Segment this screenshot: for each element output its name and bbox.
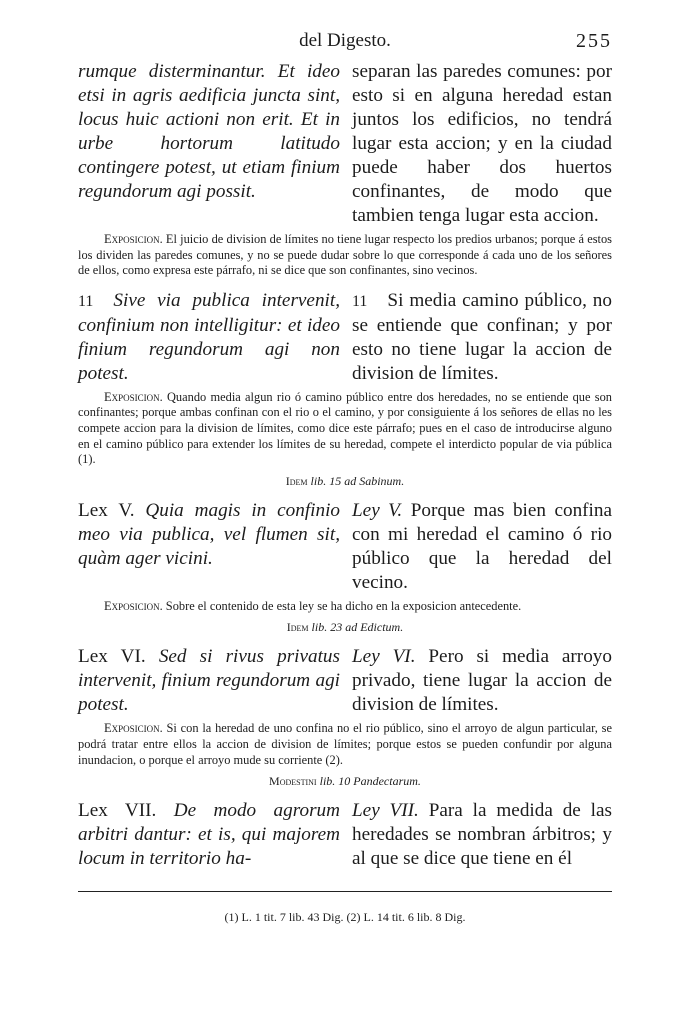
law-heading: Lex VI. — [78, 646, 146, 668]
exposition-label: Exposicion. — [104, 598, 163, 613]
book-page — [78, 30, 612, 925]
exposition-text: El juicio de division de límites no tiene lugar respecto los predios urbanos; porque á estos los dividen las paredes comunes, y no se puede dudar sobre lo que corresponde á cada uno de los señores de ellos, como expresa este párrafo, ni se dice que son confinantes, sino vecinos. — [78, 232, 613, 278]
law-heading: Ley V. — [352, 499, 403, 521]
spanish-text: Ley V. Porque mas bien confina con mi heredad el camino ó rio público que la heredad del vecino. — [352, 499, 612, 593]
spanish-text: Ley VII. Para la medida de las heredades se nombran árbitros; y al que se dice que tiene en él — [352, 800, 612, 870]
running-header — [78, 30, 612, 60]
latin-text: 11 Sive via publica intervenit, confinium non intelligitur: et ideo finium regundorum agi non potest. — [78, 289, 340, 384]
page-number: 255 — [576, 30, 612, 52]
law-heading: Ley VI. — [352, 646, 416, 668]
parallel-text-5 — [78, 799, 612, 871]
exposition-1 — [78, 232, 612, 279]
parallel-text-3 — [78, 499, 612, 595]
paragraph-number: 11 — [78, 292, 94, 310]
exposition-label: Exposicion. — [104, 721, 163, 736]
exposition-label: Exposicion. — [104, 389, 163, 404]
latin-text: rumque disterminantur. Et ideo etsi in agris aedificia juncta sint, locus huic actioni non erit. Et in urbe hortorum latitudo contingere potest, ut etiam finium regundorum agi possit. — [78, 61, 340, 202]
source-citation: Idem lib. 15 ad Sabinum. — [285, 473, 405, 488]
footnotes: (1) L. 1 tit. 7 lib. 43 Dig. (2) L. 14 tit. 6 lib. 8 Dig. — [224, 910, 466, 925]
source-citation: Modestini lib. 10 Pandectarum. — [269, 774, 421, 789]
law-heading: Ley VII. — [352, 800, 419, 822]
law-heading: Lex VII. — [78, 800, 157, 822]
latin-text: Lex VII. De modo agrorum arbitri dantur: et is, qui majorem locum in territorio ha- — [78, 800, 341, 870]
spanish-text: Ley VI. Pero si media arroyo privado, tiene lugar la accion de division de límites. — [352, 646, 612, 716]
law-heading: Lex V. — [78, 499, 135, 521]
exposition-2 — [78, 390, 612, 468]
spanish-text: 11 Si media camino público, no se entiende que confinan; y por esto no tiene lugar la accion de division de límites. — [352, 289, 612, 384]
running-title: del Digesto. — [299, 30, 391, 51]
exposition-3 — [78, 599, 612, 615]
source-citation: Idem lib. 23 ad Edictum. — [286, 620, 404, 635]
exposition-text: Si con la heredad de uno confina no el rio público, sino el arroyo de algun particular, se podrá tratar entre ellos la accion de division de límites; porque estos se pueden confundir por alguna inundacion, o porque el arroyo mude su corriente (2). — [78, 721, 612, 767]
parallel-text-1 — [78, 60, 612, 228]
paragraph-number: 11 — [352, 292, 368, 310]
exposition-text: Sobre el contenido de esta ley se ha dicho en la exposicion antecedente. — [165, 598, 522, 613]
latin-text: Lex V. Quia magis in confinio meo via publica, vel flumen sit, quàm ager vicini. — [78, 499, 340, 569]
footnote-divider — [78, 891, 612, 892]
exposition-4 — [78, 721, 612, 768]
parallel-text-4 — [78, 645, 612, 717]
spanish-text: separan las paredes comunes: por esto si en alguna heredad estan juntos los edificios, no tendrá lugar esta accion; y en la ciudad puede haber dos huertos confinantes, de modo que tambien tenga lugar esta accion. — [352, 61, 612, 226]
exposition-label: Exposicion. — [104, 232, 163, 246]
parallel-text-2 — [78, 289, 612, 386]
exposition-text: Quando media algun rio ó camino público entre dos heredades, no se entiende que son confinantes; porque ambas confinan con el rio o el camino, y por consiguiente á los señores de ellas no les compete accion para la division de límites, como dice este párrafo; pues en el caso de introducirse alguno en el camino público para extender los límites de su heredad, compete el interdicto popular de via pública (1). — [78, 389, 612, 467]
latin-text: Lex VI. Sed si rivus privatus intervenit, finium regundorum agi potest. — [78, 646, 340, 716]
